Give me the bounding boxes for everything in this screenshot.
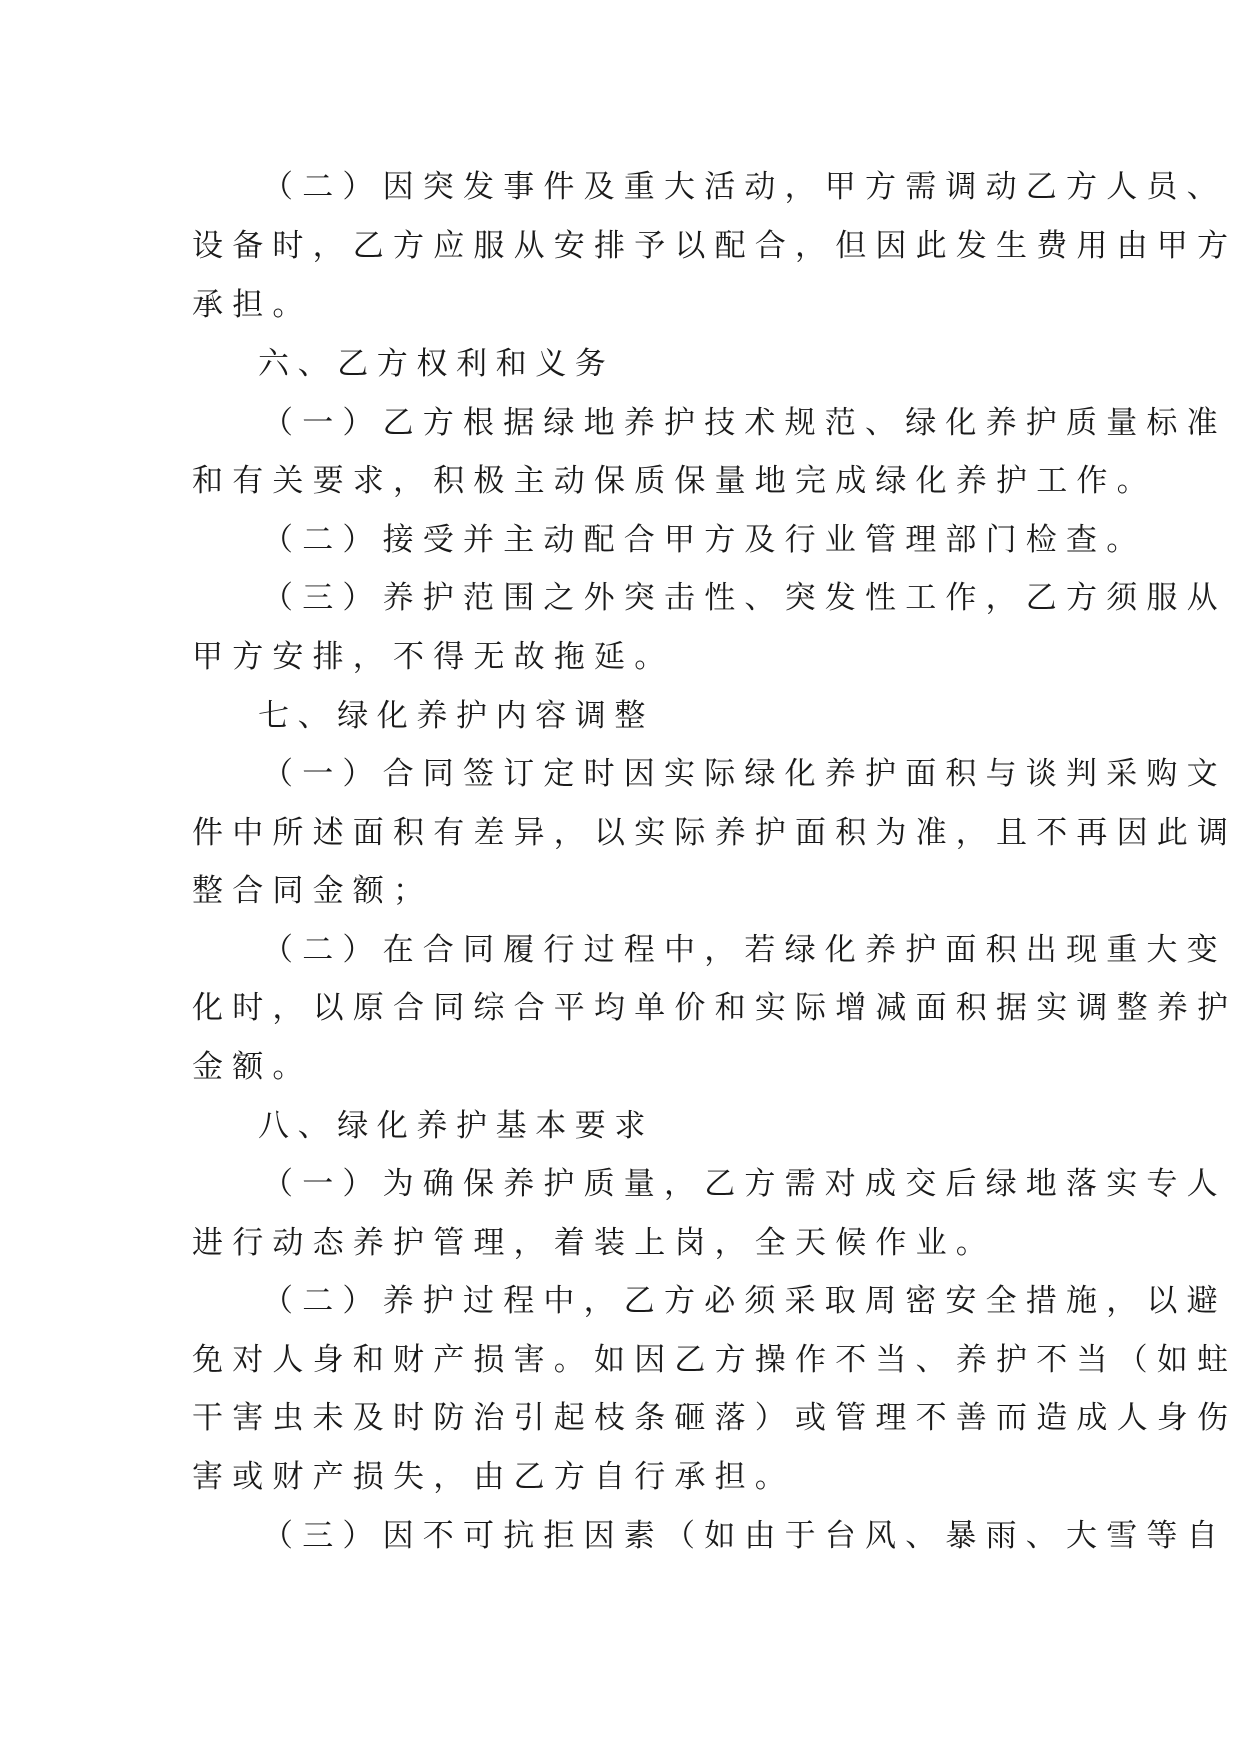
paragraph-line: 免对人身和财产损害。如因乙方操作不当、养护不当（如蛀 [192, 1342, 1238, 1378]
paragraph-line: 件中所述面积有差异，以实际养护面积为准，且不再因此调 [192, 815, 1238, 851]
section-heading: 七、绿化养护内容调整 [258, 698, 654, 734]
paragraph-line: 进行动态养护管理，着装上岗，全天候作业。 [192, 1225, 996, 1261]
paragraph-line: 甲方安排，不得无故拖延。 [192, 639, 675, 675]
paragraph-line: （二）养护过程中，乙方必须采取周密安全措施，以避 [262, 1283, 1227, 1319]
paragraph-line: 害或财产损失，由乙方自行承担。 [192, 1459, 795, 1495]
paragraph-line: （三）因不可抗拒因素（如由于台风、暴雨、大雪等自 [262, 1518, 1227, 1554]
paragraph-line: 整合同金额； [192, 873, 434, 909]
paragraph-line: 和有关要求，积极主动保质保量地完成绿化养护工作。 [192, 463, 1157, 499]
paragraph-line: 承担。 [192, 287, 313, 323]
paragraph-line: （二）在合同履行过程中，若绿化养护面积出现重大变 [262, 932, 1227, 968]
paragraph-line: 金额。 [192, 1049, 313, 1085]
paragraph-line: （二）接受并主动配合甲方及行业管理部门检查。 [262, 522, 1147, 558]
paragraph-line: （三）养护范围之外突击性、突发性工作，乙方须服从 [262, 580, 1227, 616]
paragraph-line: （一）乙方根据绿地养护技术规范、绿化养护质量标准 [262, 405, 1227, 441]
paragraph-line: 干害虫未及时防治引起枝条砸落）或管理不善而造成人身伤 [192, 1400, 1238, 1436]
paragraph-line: （一）合同签订定时因实际绿化养护面积与谈判采购文 [262, 756, 1227, 792]
paragraph-line: 设备时，乙方应服从安排予以配合，但因此发生费用由甲方 [192, 228, 1238, 264]
section-heading: 八、绿化养护基本要求 [258, 1108, 654, 1144]
paragraph-line: （二）因突发事件及重大活动，甲方需调动乙方人员、 [262, 169, 1227, 205]
paragraph-line: （一）为确保养护质量，乙方需对成交后绿地落实专人 [262, 1166, 1227, 1202]
section-heading: 六、乙方权利和义务 [258, 346, 615, 382]
paragraph-line: 化时，以原合同综合平均单价和实际增减面积据实调整养护 [192, 990, 1238, 1026]
